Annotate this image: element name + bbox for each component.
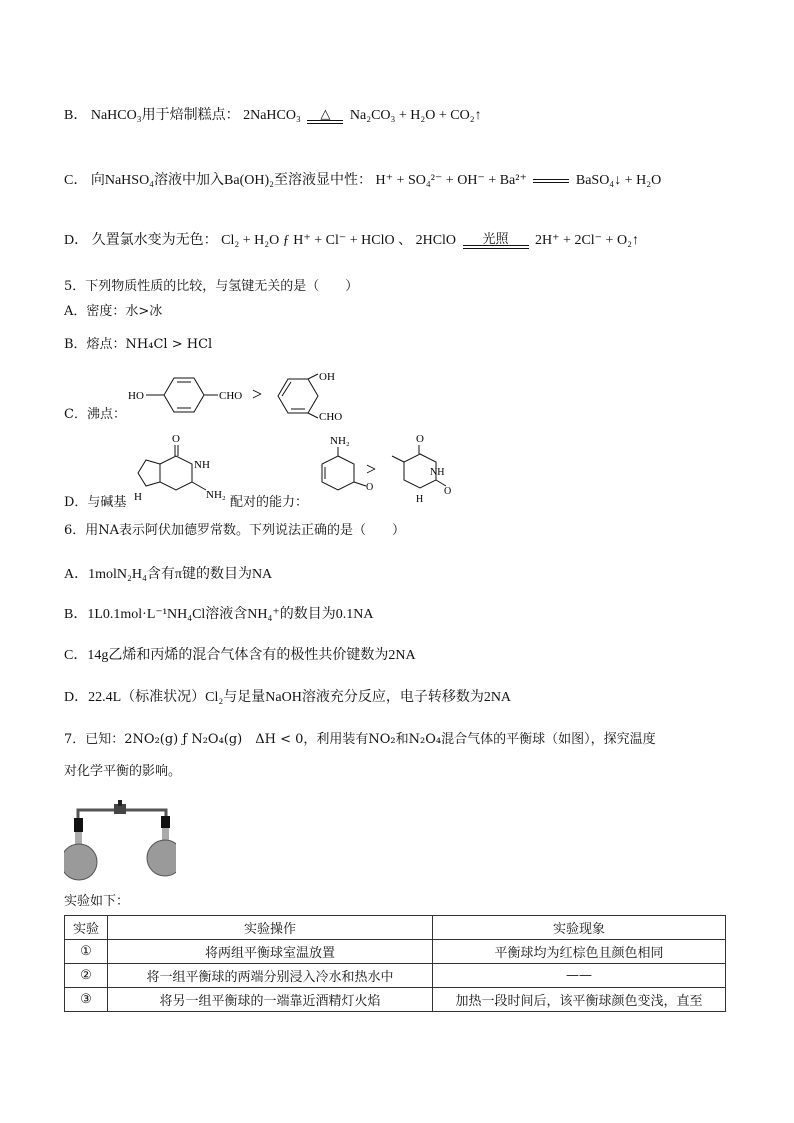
cell-index: ②: [65, 964, 108, 988]
cell-phenomenon: ——: [433, 964, 726, 988]
svg-text:>: >: [252, 384, 263, 404]
option-d-reactant2: 2HClO: [415, 233, 457, 248]
option-c-prefix: C．: [64, 173, 88, 188]
cell-operation: 将两组平衡球室温放置: [108, 940, 433, 964]
q6-option-c: C．14g乙烯和丙烯的混合气体含有的极性共价键数为2NA: [64, 648, 416, 663]
thymine-structure: [388, 432, 454, 504]
equilibrium-ball-apparatus-image: [64, 796, 176, 884]
q5-option-d-mid: 配对的能力：: [230, 495, 309, 510]
option-d-text: 久置氯水变为无色：: [91, 233, 218, 248]
svg-text:OH: OH: [319, 371, 335, 383]
option-b-prefix: B．: [64, 108, 88, 123]
table-row: [65, 964, 726, 988]
option-d-sep: 、: [398, 233, 413, 248]
option-d-products2: 2H⁺ + 2Cl⁻ + O₂↑: [535, 233, 639, 248]
svg-text:NH: NH: [430, 467, 445, 478]
experiment-intro: 实验如下：: [64, 894, 130, 909]
q5-option-d-prefix: D．与碱基: [64, 495, 127, 510]
svg-text:H: H: [134, 491, 142, 503]
q7-line2: 对化学平衡的影响。: [64, 764, 182, 779]
svg-text:HO: HO: [128, 390, 144, 402]
q5-option-b: B．熔点：NH₄Cl > HCl: [64, 337, 213, 352]
q5-option-c-prefix: C．沸点：: [64, 407, 126, 422]
option-b-condition-arrow: [307, 107, 343, 124]
q6-option-a: A．1molN₂H₄含有π键的数目为NA: [64, 567, 273, 582]
cell-operation: 将一组平衡球的两端分别浸入冷水和热水中: [108, 964, 433, 988]
o-hydroxybenzaldehyde-structure: [272, 368, 362, 424]
svg-text:NH₂: NH₂: [206, 489, 226, 501]
header-operation: 实验操作: [108, 916, 433, 940]
equals-sign: [533, 179, 569, 183]
cell-phenomenon: 平衡球均为红棕色且颜色相同: [433, 940, 726, 964]
svg-text:O: O: [366, 482, 374, 493]
table-row: [65, 940, 726, 964]
svg-text:O: O: [172, 433, 180, 445]
greater-than-d: [364, 458, 384, 482]
option-d: [64, 232, 639, 250]
option-d-prefix: D．: [64, 233, 89, 248]
cell-index: ③: [65, 988, 108, 1012]
option-c-products: BaSO₄↓ + H₂O: [575, 173, 662, 188]
svg-text:NH₂: NH₂: [330, 435, 350, 447]
experiment-table: [64, 915, 726, 1012]
svg-text:H: H: [416, 494, 424, 504]
table-row: [65, 988, 726, 1012]
option-b-products: Na₂CO₃ + H₂O + CO₂↑: [349, 108, 482, 123]
option-c: [64, 172, 661, 190]
light-condition: 光照: [482, 231, 509, 247]
cell-phenomenon: 加热一段时间后，该平衡球颜色变浅，直至: [433, 988, 726, 1012]
svg-text:NH: NH: [194, 459, 210, 471]
svg-text:>: >: [366, 459, 377, 479]
q7-line1: 7．已知：2NO₂(g) ƒ N₂O₄(g) ΔH < 0，利用装有NO₂和N₂O₄混合气体的平衡球（如图），探究温度: [64, 732, 656, 747]
option-d-condition-arrow: [463, 232, 529, 249]
svg-text:CHO: CHO: [219, 390, 243, 402]
svg-text:CHO: CHO: [319, 411, 343, 423]
option-c-reactants: H⁺ + SO₄²⁻ + OH⁻ + Ba²⁺: [375, 173, 527, 188]
option-b: [64, 107, 482, 125]
svg-text:O: O: [416, 433, 424, 445]
q6-option-b: B．1L0.1mol·L⁻¹NH₄Cl溶液含NH₄⁺的数目为0.1NA: [64, 607, 374, 622]
option-b-text: NaHCO₃用于焙制糕点：: [90, 108, 240, 123]
heat-symbol: △: [320, 106, 331, 122]
table-header-row: [65, 916, 726, 940]
q6-stem: 6．用NA表示阿伏加德罗常数。下列说法正确的是（ ）: [64, 523, 406, 538]
q5-stem: 5．下列物质性质的比较，与氢键无关的是（ ）: [64, 279, 359, 294]
header-experiment: 实验: [65, 916, 108, 940]
header-phenomenon: 实验现象: [433, 916, 726, 940]
option-b-reactant: 2NaHCO₃: [243, 108, 301, 123]
cell-operation: 将另一组平衡球的一端靠近酒精灯火焰: [108, 988, 433, 1012]
svg-text:O: O: [444, 486, 452, 497]
option-c-text: 向NaHSO₄溶液中加入Ba(OH)₂至溶液显中性：: [90, 173, 373, 188]
q5-option-a: A．密度：水>冰: [64, 304, 163, 319]
guanine-structure: [126, 432, 232, 504]
q6-option-d: D．22.4L（标准状况）Cl₂与足量NaOH溶液充分反应，电子转移数为2NA: [64, 690, 512, 705]
greater-than-c: [250, 383, 272, 407]
p-hydroxybenzaldehyde-structure: [128, 370, 258, 420]
cell-index: ①: [65, 940, 108, 964]
option-d-eq1: Cl₂ + H₂O ƒ H⁺ + Cl⁻ + HClO: [221, 233, 395, 248]
